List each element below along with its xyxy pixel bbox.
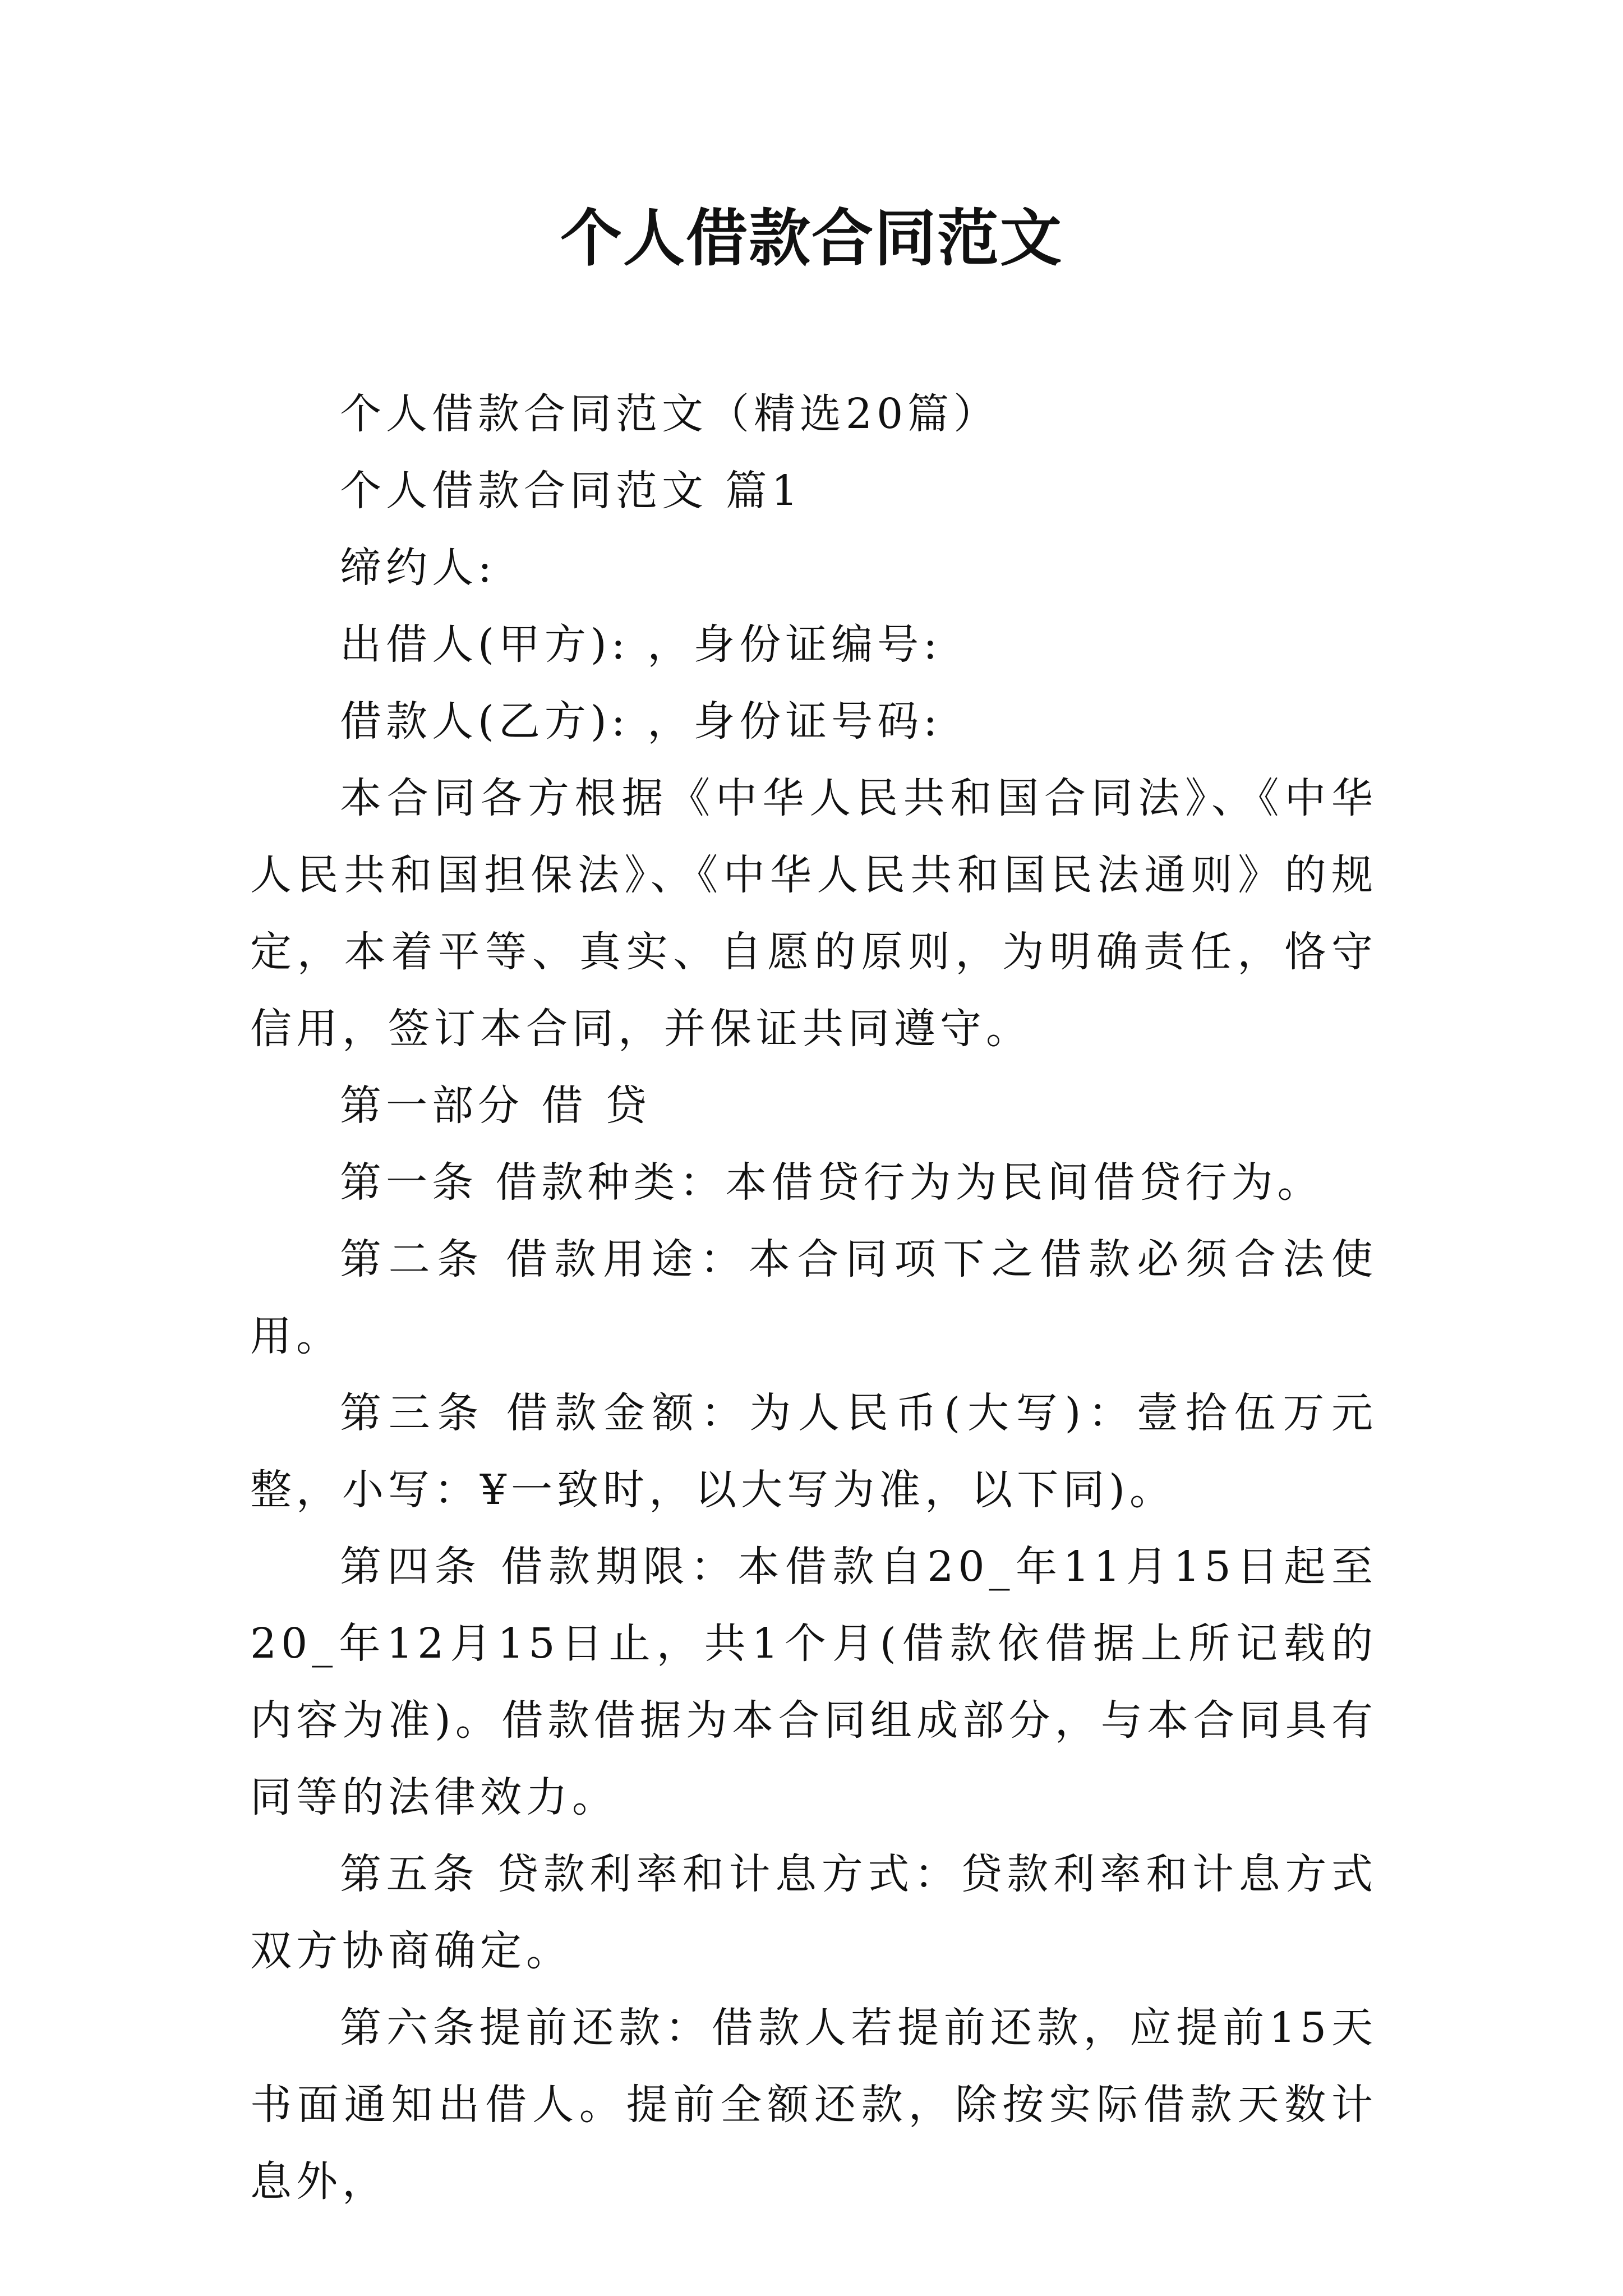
preamble-paragraph: 本合同各方根据《中华人民共和国合同法》、《中华人民共和国担保法》、《中华人民共和国民法通则》的规定，本着平等、真实、自愿的原则，为明确责任，恪守信用，签订本合同，并保证共同遵守。 bbox=[250, 774, 1377, 1053]
article-1: 第一条 借款种类：本借贷行为为民间借贷行为。 bbox=[340, 1158, 1324, 1207]
borrower-line: 借款人(乙方): ，身份证号码: bbox=[340, 697, 942, 746]
article-4: 第四条 借款期限：本借款自20_年11月15日起至20_年12月15日止，共1个月(借款依借据上所记载的内容为准)。借款借据为本合同组成部分，与本合同具有同等的法律效力。 bbox=[250, 1543, 1377, 1821]
document-title: 个人借款合同范文 bbox=[560, 202, 1063, 274]
lender-line: 出借人(甲方): ，身份证编号: bbox=[340, 620, 942, 669]
subtitle-line: 个人借款合同范文（精选20篇） bbox=[340, 390, 1000, 438]
document-body bbox=[250, 376, 1377, 2220]
section-heading: 个人借款合同范文 篇1 bbox=[340, 467, 803, 515]
article-2: 第二条 借款用途：本合同项下之借款必须合法使用。 bbox=[250, 1235, 1377, 1360]
article-5: 第五条 贷款利率和计息方式：贷款利率和计息方式双方协商确定。 bbox=[250, 1850, 1377, 1975]
article-6: 第六条提前还款：借款人若提前还款，应提前15天书面通知出借人。提前全额还款，除按实际借款天数计息外， bbox=[250, 2004, 1377, 2206]
part-heading: 第一部分 借 贷 bbox=[340, 1082, 652, 1130]
article-3: 第三条 借款金额：为人民币(大写)：壹拾伍万元整，小写：¥一致时，以大写为准，以下同)。 bbox=[250, 1389, 1377, 1514]
parties-label: 缔约人: bbox=[340, 544, 496, 592]
